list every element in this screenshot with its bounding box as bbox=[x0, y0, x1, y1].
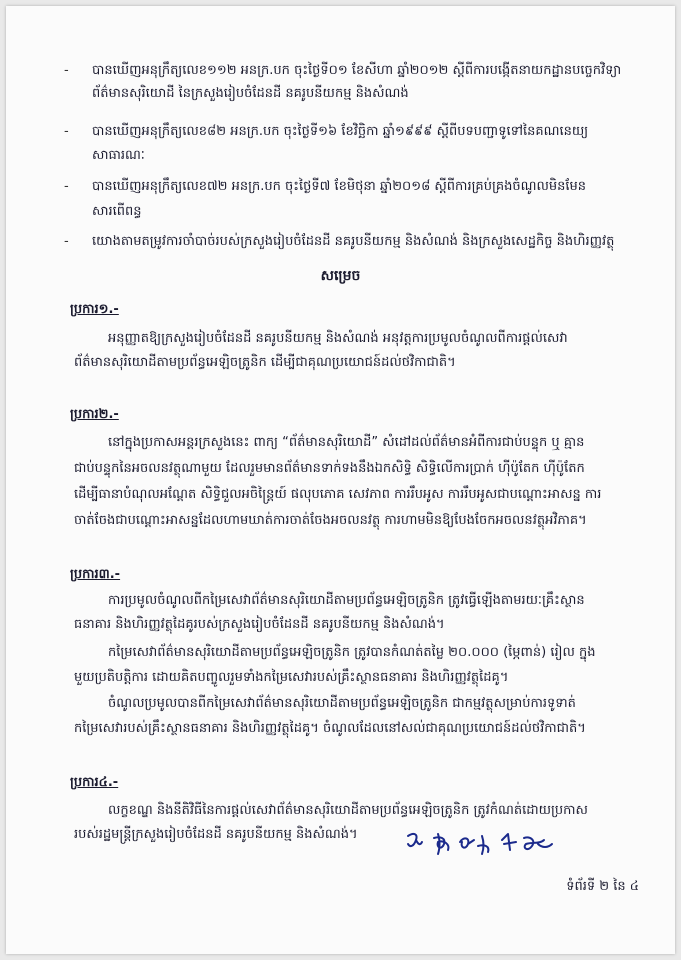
article-3-heading: ប្រការ៣.- bbox=[70, 567, 121, 582]
article-2-heading: ប្រការ២.- bbox=[70, 407, 119, 422]
article-3-text: កម្រៃសេវាព័ត៌មានសុរិយោដីតាមប្រព័ន្ធអេឡិចត្រូនិក ត្រូវបានកំណត់តម្លៃ ២០.០០០ (ម្ភៃពាន់) រៀល ក្នុង bbox=[108, 645, 596, 660]
article-2-text: ជាប់បន្ទុកនៃអចលនវត្ថុណាមួយ ដែលរួមមានព័ត៌មានទាក់ទងនឹងឯកសិទ្ធិ សិទ្ធិលើការប្រាក់ ហ៊ីប៉ូតែក ហ៊ីប៉ូតែក bbox=[74, 461, 585, 476]
preamble-line: បានឃើញអនុក្រឹត្យលេខ៧២ អនក្រ.បក ចុះថ្ងៃទី៧ ខែមិថុនា ឆ្នាំ២០១៨ ស្តីពីការគ្រប់គ្រងចំណូលមិនមែន bbox=[92, 179, 586, 194]
article-2-text: នៅក្នុងប្រកាសអន្តរក្រសួងនេះ ពាក្យ “ព័ត៌មានសុរិយោដី” សំដៅដល់ព័ត៌មានអំពីការជាប់បន្ទុក ឬ គ្មាន bbox=[108, 435, 585, 450]
article-1-text: ព័ត៌មានសុរិយោដីតាមប្រព័ន្ធអេឡិចត្រូនិក ដើម្បីជាគុណប្រយោជន៍ដល់ថវិកាជាតិ។ bbox=[74, 355, 456, 370]
article-2-text: ដើម្បីធានាបំណុលអណ្តែត សិទ្ធិជួលអចិន្ត្រៃយ៍ ផលុបភោគ សេវភាព ការរឹបអូស ការរឹបអូសជាបណ្តោះអាសន្ន ការ bbox=[74, 487, 602, 502]
article-1-heading: ប្រការ១.- bbox=[70, 302, 119, 317]
preamble-line: យោងតាមតម្រូវការចាំបាច់របស់ក្រសួងរៀបចំដែនដី នគរូបនីយកម្ម និងសំណង់ និងក្រសួងសេដ្ឋកិច្ច និងហិរញ្ញវត្ថុ bbox=[92, 234, 615, 249]
document-page bbox=[6, 6, 675, 954]
handwritten-signature bbox=[404, 826, 564, 860]
article-3-text: ចំណូលប្រមូលបានពីកម្រៃសេវាព័ត៌មានសុរិយោដីតាមប្រព័ន្ធអេឡិចត្រូនិក ជាកម្មវត្ថុសម្រាប់ការទូទាត់ bbox=[108, 696, 576, 711]
bullet-dash: - bbox=[64, 124, 69, 139]
decision-title: សម្រេច bbox=[320, 268, 361, 284]
bullet-dash: - bbox=[64, 63, 69, 78]
article-3-text: កម្រៃសេវារបស់គ្រឹះស្ថានធនាគារ និងហិរញ្ញវត្ថុដៃគូ។ ចំណូលដែលនៅសល់ជាគុណប្រយោជន៍ដល់ថវិកាជាតិ។ bbox=[74, 721, 586, 736]
article-4-text: លក្ខខណ្ឌ និងនីតិវិធីនៃការផ្តល់សេវាព័ត៌មានសុរិយោដីតាមប្រព័ន្ធអេឡិចត្រូនិក ត្រូវកំណត់ដោយប្រកាស bbox=[108, 803, 588, 818]
bullet-dash: - bbox=[64, 234, 69, 249]
preamble-line: បានឃើញអនុក្រឹត្យលេខ៨២ អនក្រ.បក ចុះថ្ងៃទី១៦ ខែវិច្ឆិកា ឆ្នាំ១៩៩៩ ស្តីពីបទបញ្ជាទូទៅនៃគណនេយ្យ bbox=[92, 124, 589, 139]
preamble-line: សារពើពន្ធ bbox=[92, 204, 142, 219]
preamble-line: ព័ត៌មានសុរិយោដី នៃក្រសួងរៀបចំដែនដី នគរូបនីយកម្ម និងសំណង់ bbox=[92, 86, 409, 101]
article-3-text: មួយប្រតិបត្តិការ ដោយគិតបញ្ចូលរួមទាំងកម្រៃសេវារបស់គ្រឹះស្ថានធនាគារ និងហិរញ្ញវត្ថុដៃគូ។ bbox=[74, 670, 509, 685]
preamble-line: សាធារណៈ bbox=[92, 148, 145, 163]
article-3-text: ធនាគារ និងហិរញ្ញវត្ថុដៃគូរបស់ក្រសួងរៀបចំដែនដី នគរូបនីយកម្ម និងសំណង់។ bbox=[74, 617, 445, 632]
article-4-text: របស់រដ្ឋមន្ត្រីក្រសួងរៀបចំដែនដី នគរូបនីយកម្ម និងសំណង់។ bbox=[74, 827, 358, 842]
article-1-text: អនុញ្ញាតឱ្យក្រសួងរៀបចំដែនដី នគរូបនីយកម្ម និងសំណង់ អនុវត្តការប្រមូលចំណូលពីការផ្តល់សេវា bbox=[108, 331, 568, 346]
bullet-dash: - bbox=[64, 179, 69, 194]
page-number: ទំព័រទី ២ នៃ ៤ bbox=[566, 879, 639, 894]
article-2-text: ចាត់ចែងជាបណ្តោះអាសន្នដែលហាមឃាត់ការចាត់ចែងអចលនវត្ថុ ការហាមមិនឱ្យបែងចែកអចលនវត្ថុអវិភាគ។ bbox=[74, 513, 587, 528]
preamble-line: បានឃើញអនុក្រឹត្យលេខ១១២ អនក្រ.បក ចុះថ្ងៃទី០១ ខែសីហា ឆ្នាំ២០១២ ស្តីពីការបង្កើតនាយកដ្ឋានបច្ចេកវិទ្យា bbox=[92, 63, 622, 78]
article-4-heading: ប្រការ៤.- bbox=[70, 775, 119, 790]
article-3-text: ការប្រមូលចំណូលពីកម្រៃសេវាព័ត៌មានសុរិយោដីតាមប្រព័ន្ធអេឡិចត្រូនិក ត្រូវធ្វើឡើងតាមរយៈគ្រឹះស្ថាន bbox=[108, 593, 585, 608]
